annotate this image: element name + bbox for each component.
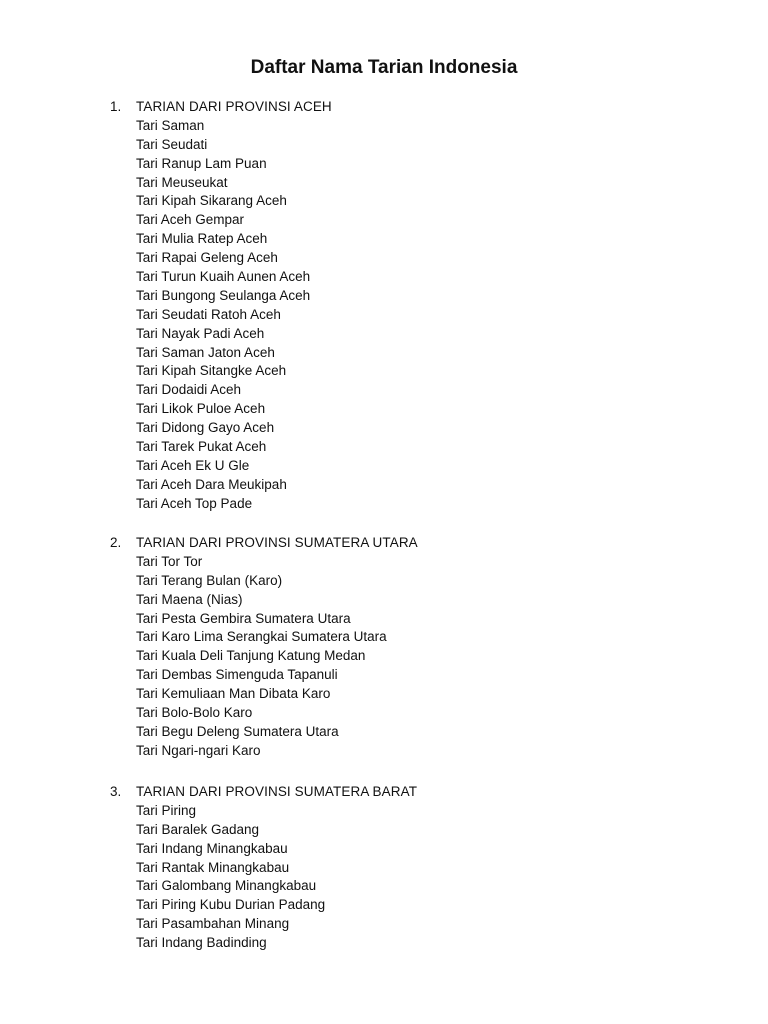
dance-item: Tari Rapai Geleng Aceh <box>136 250 278 266</box>
dance-item: Tari Begu Deleng Sumatera Utara <box>136 723 339 739</box>
dance-item: Tari Seudati Ratoh Aceh <box>136 306 281 322</box>
dance-item: Tari Aceh Gempar <box>136 212 245 228</box>
dance-list <box>0 802 768 953</box>
dance-item: Tari Tor Tor <box>136 553 203 569</box>
dance-item: Tari Galombang Minangkabau <box>136 878 317 894</box>
section-heading-row <box>0 783 768 802</box>
section-number: 3. <box>110 784 122 799</box>
section-number: 1. <box>110 99 122 114</box>
dance-item: Tari Kemuliaan Man Dibata Karo <box>136 686 331 702</box>
dance-item: Tari Ngari-ngari Karo <box>136 742 261 758</box>
dance-item: Tari Indang Badinding <box>136 935 267 951</box>
section-heading: TARIAN DARI PROVINSI SUMATERA BARAT <box>136 784 418 799</box>
section-sumatera-utara <box>0 534 768 761</box>
dance-list <box>0 553 768 761</box>
dance-item: Tari Baralek Gadang <box>136 821 260 837</box>
section-aceh <box>0 98 768 514</box>
document-title: Daftar Nama Tarian Indonesia <box>250 57 518 78</box>
dance-item: Tari Karo Lima Serangkai Sumatera Utara <box>136 629 387 645</box>
section-heading: TARIAN DARI PROVINSI SUMATERA UTARA <box>136 535 418 550</box>
dance-item: Tari Kipah Sitangke Aceh <box>136 363 287 379</box>
dance-item: Tari Meuseukat <box>136 174 228 190</box>
dance-item: Tari Turun Kuaih Aunen Aceh <box>136 269 311 285</box>
dance-item: Tari Kuala Deli Tanjung Katung Medan <box>136 648 366 664</box>
dance-item: Tari Mulia Ratep Aceh <box>136 231 268 247</box>
dance-item: Tari Terang Bulan (Karo) <box>136 572 283 588</box>
dance-item: Tari Pesta Gembira Sumatera Utara <box>136 610 351 626</box>
section-number: 2. <box>110 535 122 550</box>
dance-item: Tari Dembas Simenguda Tapanuli <box>136 667 338 683</box>
dance-item: Tari Saman <box>136 117 205 133</box>
dance-item: Tari Didong Gayo Aceh <box>136 420 275 436</box>
dance-item: Tari Tarek Pukat Aceh <box>136 439 267 455</box>
dance-item: Tari Bolo-Bolo Karo <box>136 705 253 721</box>
dance-item: Tari Seudati <box>136 136 208 152</box>
dance-item: Tari Aceh Dara Meukipah <box>136 476 287 492</box>
dance-item: Tari Aceh Ek U Gle <box>136 457 250 473</box>
dance-item: Tari Rantak Minangkabau <box>136 859 290 875</box>
dance-item: Tari Maena (Nias) <box>136 591 243 607</box>
dance-item: Tari Kipah Sikarang Aceh <box>136 193 287 209</box>
dance-item: Tari Pasambahan Minang <box>136 916 290 932</box>
dance-item: Tari Dodaidi Aceh <box>136 382 242 398</box>
dance-item: Tari Piring Kubu Durian Padang <box>136 897 326 913</box>
section-heading-row <box>0 98 768 117</box>
dance-item: Tari Bungong Seulanga Aceh <box>136 287 311 303</box>
dance-item: Tari Nayak Padi Aceh <box>136 325 265 341</box>
section-heading-row <box>0 534 768 553</box>
dance-item: Tari Saman Jaton Aceh <box>136 344 275 360</box>
dance-item: Tari Likok Puloe Aceh <box>136 401 266 417</box>
dance-item: Tari Ranup Lam Puan <box>136 155 267 171</box>
dance-list <box>0 117 768 514</box>
dance-item: Tari Indang Minangkabau <box>136 840 288 856</box>
dance-item: Tari Aceh Top Pade <box>136 495 253 511</box>
section-sumatera-barat <box>0 783 768 953</box>
section-heading: TARIAN DARI PROVINSI ACEH <box>136 99 332 114</box>
dance-item: Tari Piring <box>136 802 197 818</box>
